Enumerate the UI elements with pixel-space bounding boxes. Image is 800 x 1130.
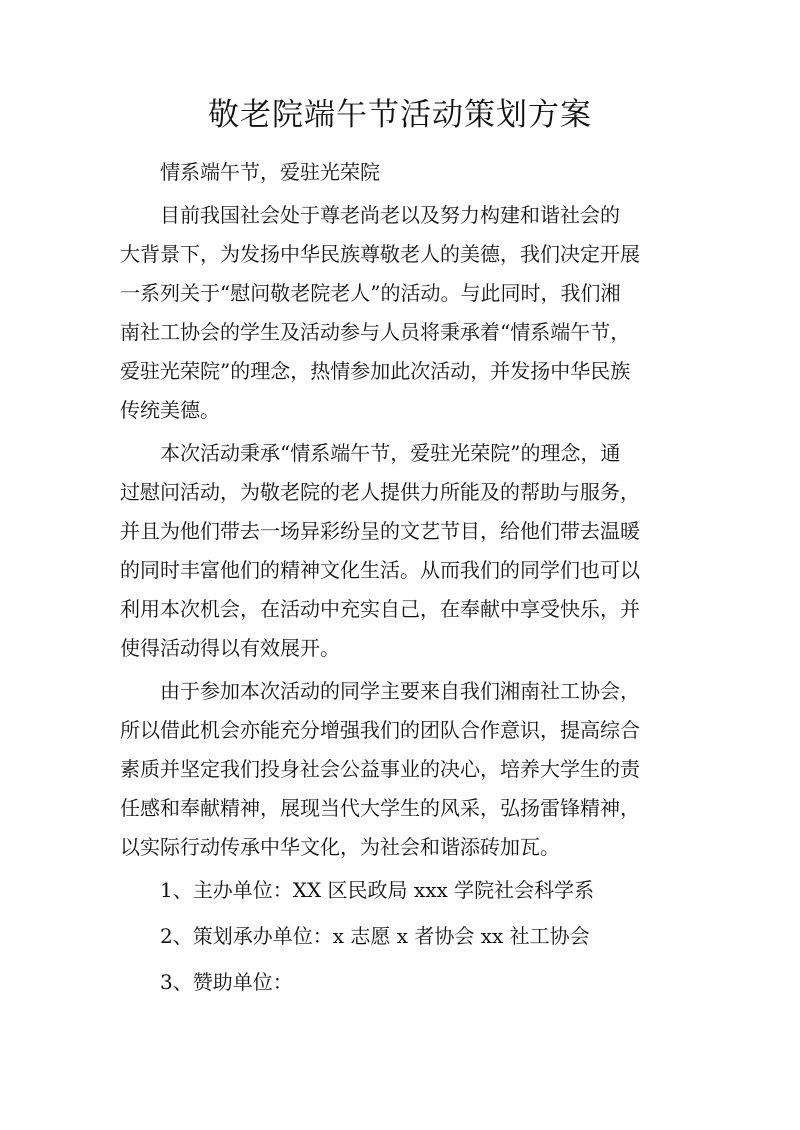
paragraph-line: 所以借此机会亦能充分增强我们的团队合作意识，提高综合 <box>120 718 640 742</box>
paragraph-line: 使得活动得以有效展开。 <box>120 636 340 660</box>
paragraph-line: 任感和奉献精神，展现当代大学生的风采，弘扬雷锋精神， <box>120 796 640 820</box>
paragraph-3 <box>120 672 690 867</box>
paragraph-line: 爱驻光荣院”的理念，热情参加此次活动，并发扬中华民族 <box>120 359 631 383</box>
paragraph-line: 素质并坚定我们投身社会公益事业的决心，培养大学生的责 <box>120 757 640 781</box>
list-item: 3、赞助单位： <box>160 970 293 994</box>
paragraph-line: 由于参加本次活动的同学主要来自我们湘南社工协会， <box>160 679 640 703</box>
paragraph-line: 一系列关于“慰问敬老院老人”的活动。与此同时，我们湘 <box>120 281 621 305</box>
paragraph-line: 以实际行动传承中华文化，为社会和谐添砖加瓦。 <box>120 835 560 859</box>
paragraph-line: 大背景下，为发扬中华民族尊敬老人的美德，我们决定开展 <box>120 242 640 266</box>
paragraph-2 <box>120 434 690 668</box>
subtitle-text: 情系端午节，爱驻光荣院 <box>160 160 380 184</box>
paragraph-line: 南社工协会的学生及活动参与人员将秉承着“情系端午节， <box>120 320 631 344</box>
document-subtitle <box>120 153 690 192</box>
list-item: 1、主办单位：XX 区民政局 xxx 学院社会科学系 <box>160 878 595 902</box>
document-body <box>120 153 690 1002</box>
list-item: 2、策划承办单位：x 志愿 x 者协会 xx 社工协会 <box>160 924 590 948</box>
paragraph-line: 利用本次机会，在活动中充实自己，在奉献中享受快乐，并 <box>120 597 640 621</box>
paragraph-line: 过慰问活动，为敬老院的老人提供力所能及的帮助与服务， <box>120 480 640 504</box>
paragraph-line: 的同时丰富他们的精神文化生活。从而我们的同学们也可以 <box>120 558 640 582</box>
paragraph-1 <box>120 196 690 430</box>
paragraph-line: 目前我国社会处于尊老尚老以及努力构建和谐社会的 <box>160 203 620 227</box>
paragraph-line: 本次活动秉承“情系端午节，爱驻光荣院”的理念，通 <box>160 441 621 465</box>
paragraph-line: 传统美德。 <box>120 398 220 422</box>
paragraph-line: 并且为他们带去一场异彩纷呈的文艺节目，给他们带去温暖 <box>120 519 640 543</box>
document-title: 敬老院端午节活动策划方案 <box>208 97 592 133</box>
